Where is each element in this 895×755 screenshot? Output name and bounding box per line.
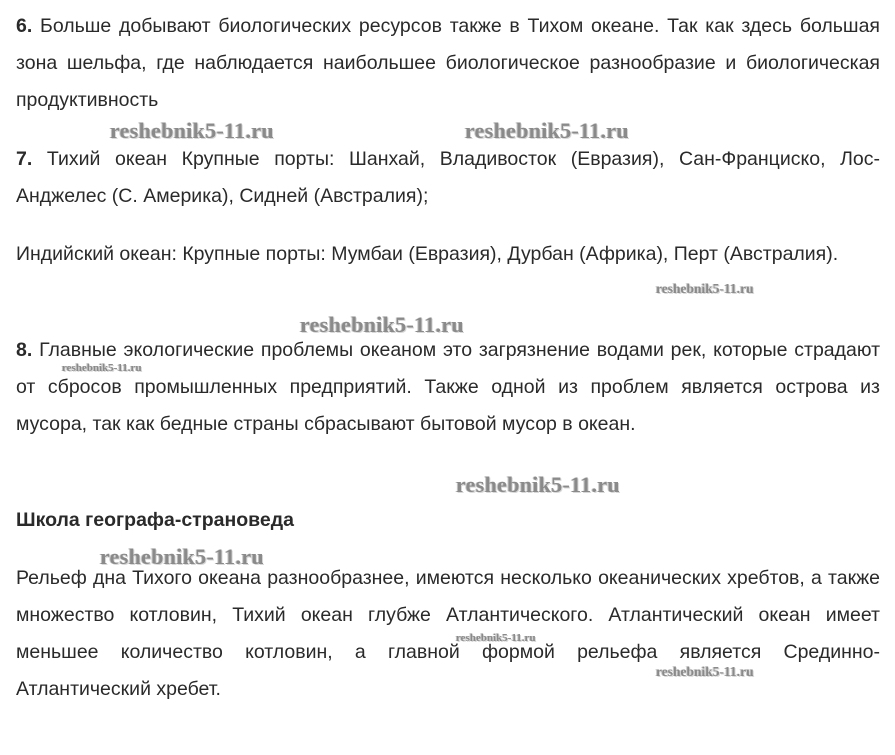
watermark: reshebnik5-11.ru — [656, 664, 754, 679]
item-number: 7. — [16, 148, 33, 170]
paragraph-text: Больше добывают биологических ресурсов также в Тихом океане. Так как здесь большая зона шельфа, где наблюдается наибольшее биологическое разнообразие и биологическая продуктивность — [16, 15, 880, 111]
paragraph-text: Рельеф дна Тихого океана разнообразнее, имеются несколько океанических хребтов, а также множество котловин, Тихий океан глубже Атлантического. Атлантический океан имеет меньшее количество котловин, а главной формой рельефа является Срединно-Атлантический хребет. — [16, 567, 880, 700]
item-number: 6. — [16, 15, 33, 37]
watermark: reshebnik5-11.ru — [465, 118, 629, 143]
watermark: reshebnik5-11.ru — [656, 281, 754, 296]
paragraph-text: Главные экологические проблемы океаном это загрязнение водами рек, которые страдают от сбросов промышленных предприятий. Также одной из проблем является острова из мусора, так как бедные страны сбрасывают бытовой мусор в океан. — [16, 339, 881, 435]
paragraph-8 — [16, 332, 880, 443]
watermark: reshebnik5-11.ru — [62, 362, 142, 374]
watermark: reshebnik5-11.ru — [300, 312, 464, 337]
paragraph-relief — [16, 560, 880, 708]
watermark: reshebnik5-11.ru — [456, 472, 620, 497]
watermark: reshebnik5-11.ru — [456, 632, 536, 644]
item-number: 8. — [16, 339, 33, 361]
paragraph-7 — [16, 141, 880, 215]
watermark: reshebnik5-11.ru — [100, 544, 264, 569]
paragraph-text: Индийский океан: Крупные порты: Мумбаи (Евразия), Дурбан (Африка), Перт (Австралия). — [16, 243, 839, 265]
watermark: reshebnik5-11.ru — [110, 118, 274, 143]
paragraph-7-indian-ocean — [16, 236, 880, 273]
paragraph-text: Тихий океан Крупные порты: Шанхай, Владивосток (Евразия), Сан-Франциско, Лос-Анджелес (С. Америка), Сидней (Австралия); — [16, 148, 880, 207]
paragraph-6 — [16, 8, 880, 119]
section-heading: Школа географа-страноведа — [16, 509, 294, 531]
